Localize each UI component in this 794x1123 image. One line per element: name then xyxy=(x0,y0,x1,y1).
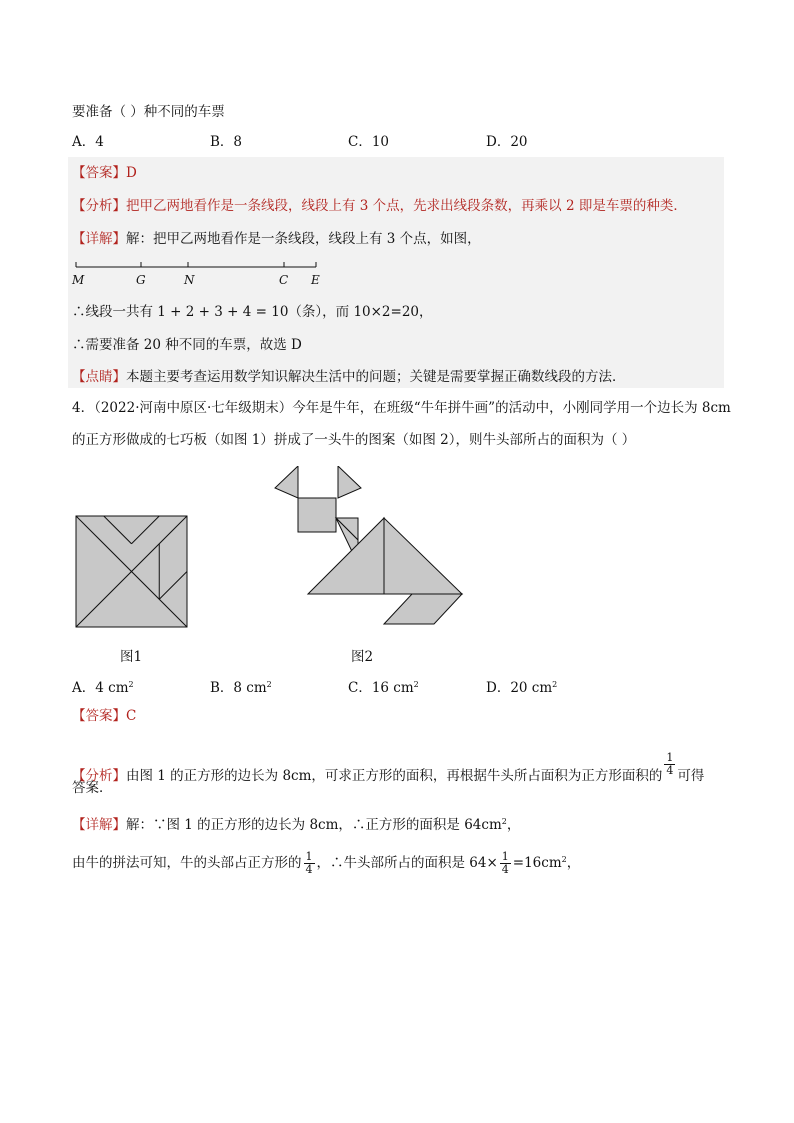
comment-text: 本题主要考查运用数学知识解决生活中的问题；关键是需要掌握正确数线段的方法． xyxy=(126,369,626,385)
q4-option-c: C．16 $cm^2$ xyxy=(348,680,419,696)
figure-2-ox xyxy=(272,466,468,628)
q4-detail-2: 由牛的拼法可知，牛的头部占正方形的 $\frac{1}{4}$ ，∴牛头部所占的面积是 64× $\frac{1}{4}$ $=16cm^2$， xyxy=(72,850,581,876)
q3-stem-tail: 要准备（ ）种不同的车票 xyxy=(72,104,225,120)
analysis-text-a: 由图 1 的正方形的边长为 8cm，可求正方形的面积，再根据牛头所占面积为正方形面积的 xyxy=(126,768,663,784)
point-label-g: G xyxy=(136,273,146,287)
q4-detail-1: 【详解】解：∵图 1 的正方形的边长为 8cm，∴正方形的面积是 $64cm^2$， xyxy=(72,817,521,833)
answer-tag: 【答案】 xyxy=(72,708,126,724)
fraction-one-quarter: $\frac{1}{4}$ xyxy=(501,850,509,876)
point-label-c: C xyxy=(279,273,289,287)
detail-text-2c: =16cm xyxy=(512,855,562,871)
figure-2-caption: 图2 xyxy=(351,649,374,665)
q4-option-d: D．20 $cm^2$ xyxy=(486,680,558,696)
q4-analysis xyxy=(72,752,704,786)
point-label-n: N xyxy=(184,273,195,287)
answer-value: D xyxy=(126,165,137,181)
ox-leg-parallelogram xyxy=(384,594,462,624)
fraction-one-quarter: $\frac{1}{4}$ xyxy=(305,850,313,876)
detail-text: 解：把甲乙两地看作是一条线段，线段上有 3 个点，如图， xyxy=(126,231,481,247)
q4-analysis-cont: 答案． xyxy=(72,780,113,796)
ox-head-square xyxy=(298,498,336,532)
comment-tag: 【点睛】 xyxy=(72,369,126,385)
analysis-tag: 【分析】 xyxy=(72,198,126,214)
q3-option-a: A．4 xyxy=(72,134,104,150)
point-label-m: M xyxy=(72,273,85,287)
q3-detail xyxy=(72,229,481,249)
q3-option-d: D．20 xyxy=(486,134,528,150)
detail-tag: 【详解】 xyxy=(72,231,126,247)
analysis-tag: 【分析】 xyxy=(72,768,126,784)
analysis-text: 把甲乙两地看作是一条线段，线段上有 3 个点，先求出线段条数，再乘以 2 即是车票的种类． xyxy=(126,198,687,214)
answer-value: C xyxy=(126,708,137,724)
q3-analysis xyxy=(72,196,687,216)
point-label-e: E xyxy=(311,273,320,287)
q3-answer xyxy=(72,163,137,183)
fraction-one-quarter: $\frac{1}{4}$ xyxy=(666,751,674,777)
detail-text-2a: 由牛的拼法可知，牛的头部占正方形的 xyxy=(72,855,302,871)
q4-option-a: A．4 $cm^2$ xyxy=(72,680,134,696)
q3-step2: ∴需要准备 20 种不同的车票，故选 D xyxy=(72,337,302,353)
segment-diagram xyxy=(70,258,330,292)
ox-body-triangle-right xyxy=(384,518,462,594)
ox-left-horn xyxy=(275,466,298,498)
q3-step1: ∴线段一共有 1 + 2 + 3 + 4 = 10（条），而 10×2=20， xyxy=(72,304,433,320)
q4-stem-line1: 4．（2022·河南中原区·七年级期末）今年是牛年，在班级“牛年拼牛画”的活动中，小刚同学用一个边长为 8cm xyxy=(72,400,731,416)
answer-tag: 【答案】 xyxy=(72,165,126,181)
q4-option-b: B．8 $cm^2$ xyxy=(210,680,272,696)
analysis-text-b: 可得 xyxy=(677,768,705,784)
detail-text-2b: ，∴牛头部所占的面积是 64× xyxy=(316,855,498,871)
figure-1-caption: 图1 xyxy=(120,649,143,665)
q4-answer xyxy=(72,706,136,726)
detail-tag: 【详解】 xyxy=(72,817,126,833)
detail-text-1: 解：∵图 1 的正方形的边长为 8cm，∴正方形的面积是 64cm xyxy=(126,817,502,833)
figure-1-tangram xyxy=(74,514,190,630)
q3-comment xyxy=(72,367,626,387)
ox-right-horn xyxy=(338,466,361,498)
q3-option-b: B．8 xyxy=(210,134,243,150)
q4-stem-line2: 的正方形做成的七巧板（如图 1）拼成了一头牛的图案（如图 2），则牛头部所占的面积为（ ） xyxy=(72,432,636,448)
q3-option-c: C．10 xyxy=(348,134,390,150)
